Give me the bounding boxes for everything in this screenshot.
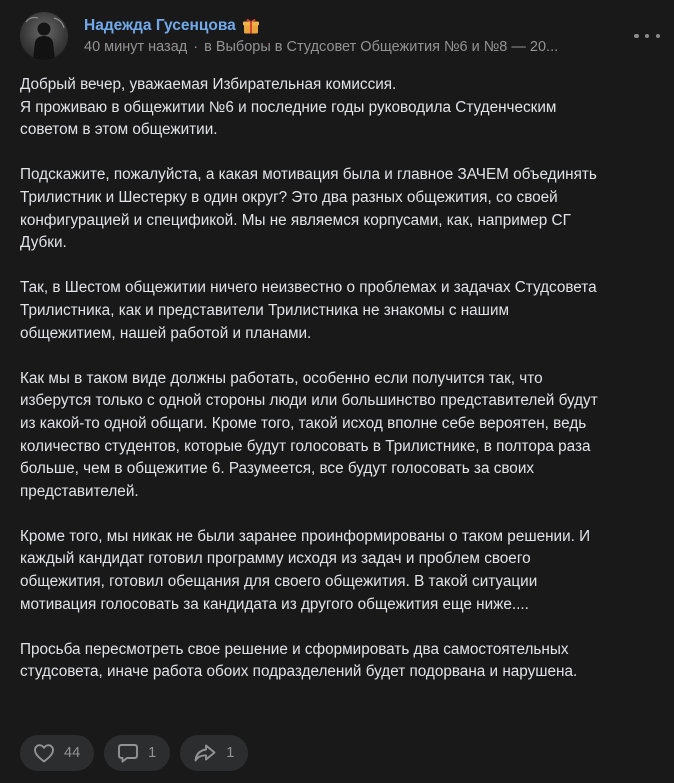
paragraph — [20, 639, 660, 684]
post-meta — [84, 39, 644, 55]
text-line: каждый кандидат готовил программу исходя из задач и проблем своего — [20, 550, 531, 568]
avatar-image — [20, 12, 68, 60]
paragraph — [20, 277, 660, 345]
text-line: общежитием, нашей работой и планами. — [20, 324, 312, 342]
text-line: Я проживаю в общежитии №6 и последние годы руководила Студенческим — [20, 98, 557, 116]
comment-button[interactable] — [104, 735, 170, 771]
text-line: Дубки. — [20, 234, 67, 252]
text-line: советом в этом общежитии. — [20, 121, 218, 139]
post-text — [20, 74, 660, 707]
text-line: общежития, готовил обещания для своего общежития. В такой ситуации — [20, 573, 538, 591]
text-line: Как мы в таком виде должны работать, особенно если получится так, что — [20, 369, 543, 387]
share-count: 1 — [226, 745, 235, 761]
text-line: Кроме того, мы никак не были заранее проинформированы о таком решении. И — [20, 527, 591, 545]
text-line: Подскажите, пожалуйста, а какая мотивация была и главное ЗАЧЕМ объединять — [20, 166, 597, 184]
post-time[interactable]: 40 минут назад — [84, 39, 188, 56]
paragraph — [20, 164, 660, 254]
text-line: Трилистник и Шестерку в один округ? Это два разных общежития, со своей — [20, 188, 558, 206]
text-line: количество студентов, которые будут голосовать в Трилистнике, в полтора раза — [20, 437, 591, 455]
like-count: 44 — [64, 745, 81, 761]
text-line: Трилистника, как и представители Трилистника не знакомы с нашим — [20, 301, 509, 319]
meta-separator: · — [193, 39, 199, 56]
paragraph — [20, 74, 660, 142]
text-line: студсовета, иначе работа обоих подразделений будет подорвана и нарушена. — [20, 663, 578, 681]
more-icon[interactable] — [634, 26, 660, 46]
share-icon — [192, 741, 218, 765]
text-line: Просьба пересмотреть свое решение и сформировать два самостоятельных — [20, 640, 569, 658]
post-actions — [20, 735, 248, 771]
paragraph — [20, 368, 660, 504]
text-line: Добрый вечер, уважаемая Избирательная комиссия. — [20, 76, 397, 93]
text-line: больше, чем в общежитие 6. Разумеется, все будут голосовать за своих — [20, 460, 535, 478]
avatar[interactable] — [20, 12, 68, 60]
text-line: мотивация голосовать за кандидата из другого общежития еще ниже.... — [20, 595, 529, 613]
text-line: изберутся только с одной стороны люди или большинство представителей будут — [20, 392, 598, 410]
gift-icon[interactable] — [242, 17, 260, 35]
paragraph — [20, 526, 660, 616]
post-header — [20, 12, 660, 60]
share-button[interactable] — [180, 735, 248, 771]
text-line: представителей. — [20, 482, 139, 500]
heart-icon — [32, 741, 56, 765]
text-line: из какой-то одной общаги. Кроме того, такой исход вполне себе вероятен, ведь — [20, 414, 587, 432]
text-line: Так, в Шестом общежитии ничего неизвестно о проблемах и задачах Студсовета — [20, 279, 597, 297]
comment-icon — [116, 741, 140, 765]
community-link[interactable]: в Выборы в Студсовет Общежития №6 и №8 — 20... — [204, 39, 559, 56]
like-button[interactable] — [20, 735, 94, 771]
comment-count: 1 — [148, 745, 157, 761]
text-line: конфигурацией и спецификой. Мы не являемся корпусами, как, например СГ — [20, 211, 571, 229]
author-row — [84, 15, 260, 37]
author-name[interactable]: Надежда Гусенцова — [84, 17, 236, 34]
